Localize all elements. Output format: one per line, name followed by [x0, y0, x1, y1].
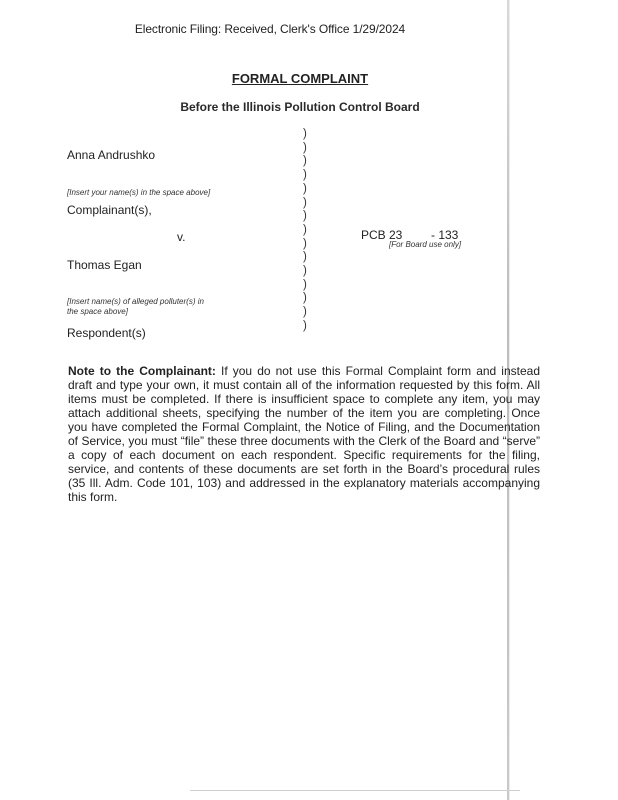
complainant-note: [68, 364, 540, 504]
filing-stamp: Electronic Filing: Received, Clerk's Office 1/29/2024: [134, 22, 406, 36]
case-number: - 133: [431, 228, 459, 242]
case-prefix: PCB 23: [361, 228, 403, 242]
page-subtitle: Before the Illinois Pollution Control Board: [180, 100, 420, 114]
case-hint: [For Board use only]: [389, 240, 462, 249]
scan-bottom-line: [190, 790, 520, 791]
complainant-hint: [Insert your name(s) in the space above]: [67, 188, 211, 197]
complainant-label: Complainant(s),: [67, 203, 152, 217]
bracket-column: ) ) ) ) ) ) ) ) ) ) ) ) ) ) ): [303, 128, 307, 332]
versus-label: v.: [177, 230, 186, 244]
respondent-hint-line2: the space above]: [67, 307, 128, 316]
respondent-hint-line1: [Insert name(s) of alleged polluter(s) in: [67, 297, 204, 306]
respondent-label: Respondent(s): [67, 326, 146, 340]
page-title: FORMAL COMPLAINT: [231, 71, 369, 86]
note-lead: Note to the Complainant:: [68, 364, 216, 378]
complainant-name: Anna Andrushko: [67, 148, 156, 162]
respondent-name: Thomas Egan: [67, 258, 142, 272]
note-body: If you do not use this Formal Complaint form and instead draft and type your own, it must contain all of the information requested by this form. All items must be completed. If there is insufficient space to complete any item, you may attach additional sheets, specifying the number of the item you are completing. Once you have completed the Formal Complaint, the Notice of Filing, and the Documentation of Service, you must “file” these three documents with the Clerk of the Board and “serve” a copy of each document on each respondent. Specific requirements for the filing, service, and contents of these documents are set forth in the Board’s procedural rules (35 Ill. Adm. Code 101, 103) and addressed in the explanatory materials accompanying this form.: [68, 364, 540, 504]
